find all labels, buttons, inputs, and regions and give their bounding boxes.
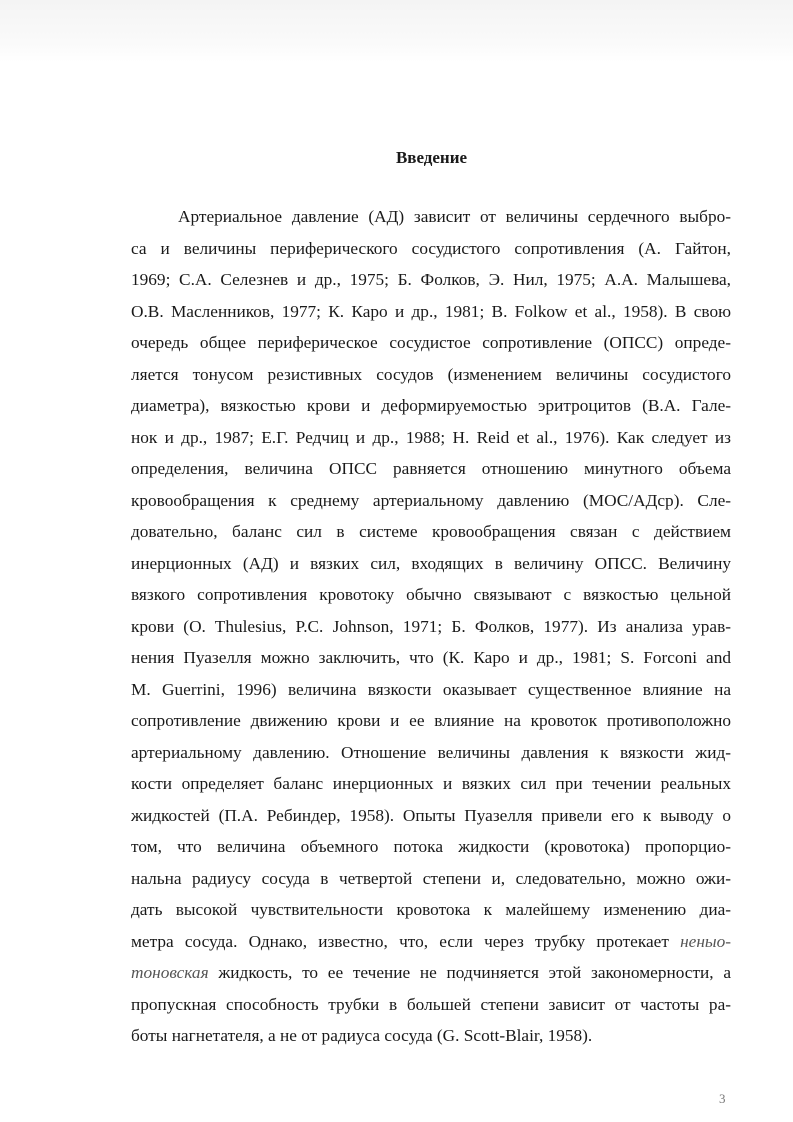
body-text <box>131 201 731 1052</box>
text-line: том, что величина объемного потока жидкости (кровотока) пропорцио- <box>131 837 731 856</box>
text-line: боты нагнетателя, а не от радиуса сосуда (G. Scott-Blair, 1958). <box>131 1026 593 1045</box>
text-line: пропускная способность трубки в большей степени зависит от частоты ра- <box>131 994 731 1014</box>
text-line: M. Guerrini, 1996) величина вязкости оказывает существенное влияние на <box>131 679 731 699</box>
text-line: Артериальное давление (АД) зависит от величины сердечного выбро- <box>178 207 731 226</box>
text-line: кости определяет баланс инерционных и вязких сил при течении реальных <box>131 774 731 793</box>
text-line: ляется тонусом резистивных сосудов (изменением величины сосудистого <box>131 364 731 384</box>
text-line: О.В. Масленников, 1977; К. Каро и др., 1981; B. Folkow et al., 1958). В свою <box>131 301 731 321</box>
text-line: вязкого сопротивления кровотоку обычно связывают с вязкостью цельной <box>131 585 731 604</box>
italic-term: тоновская <box>131 963 209 982</box>
text-line: 1969; С.А. Селезнев и др., 1975; Б. Фолков, Э. Нил, 1975; А.А. Малышева, <box>131 270 731 289</box>
text-line: очередь общее периферическое сосудистое сопротивление (ОПСС) опреде- <box>131 333 731 352</box>
text-line: дать высокой чувствительности кровотока к малейшему изменению диа- <box>131 900 731 919</box>
text-line: нения Пуазелля можно заключить, что (К. Каро и др., 1981; S. Forconi and <box>131 648 731 667</box>
text-line: инерционных (АД) и вязких сил, входящих в величину ОПСС. Величину <box>131 553 731 573</box>
page-number: 3 <box>719 1091 726 1106</box>
text-line: определения, величина ОПСС равняется отношению минутного объема <box>131 459 731 478</box>
text-line-with-italic <box>131 926 731 958</box>
italic-term: неныо- <box>680 931 732 951</box>
text-line: кровообращения к среднему артериальному давлению (МОС/АДср). Сле- <box>131 490 731 510</box>
line-text: метра сосуда. Однако, известно, что, если через трубку протекает <box>131 931 669 951</box>
line-text: жидкость, то ее течение не подчиняется этой закономерности, а <box>218 963 731 982</box>
text-line-with-italic <box>131 957 731 989</box>
text-line: сопротивление движению крови и ее влияние на кровоток противоположно <box>131 711 731 730</box>
text-line: крови (O. Thulesius, P.C. Johnson, 1971; Б. Фолков, 1977). Из анализа урав- <box>131 616 731 636</box>
text-line: нальна радиусу сосуда в четвертой степени и, следовательно, можно ожи- <box>131 868 731 888</box>
section-title: Введение <box>395 148 468 167</box>
text-line: жидкостей (П.А. Ребиндер, 1958). Опыты Пуазелля привели его к выводу о <box>131 805 731 825</box>
text-line: диаметра), вязкостью крови и деформируемостью эритроцитов (В.А. Гале- <box>131 396 731 415</box>
text-line: артериальному давлению. Отношение величины давления к вязкости жид- <box>131 742 731 762</box>
text-line: довательно, баланс сил в системе кровообращения связан с действием <box>131 522 731 541</box>
text-line: са и величины периферического сосудистого сопротивления (А. Гайтон, <box>131 238 731 258</box>
text-line: нок и др., 1987; Е.Г. Редчиц и др., 1988; H. Reid et al., 1976). Как следует из <box>131 427 731 447</box>
scan-top-shade <box>0 0 793 62</box>
